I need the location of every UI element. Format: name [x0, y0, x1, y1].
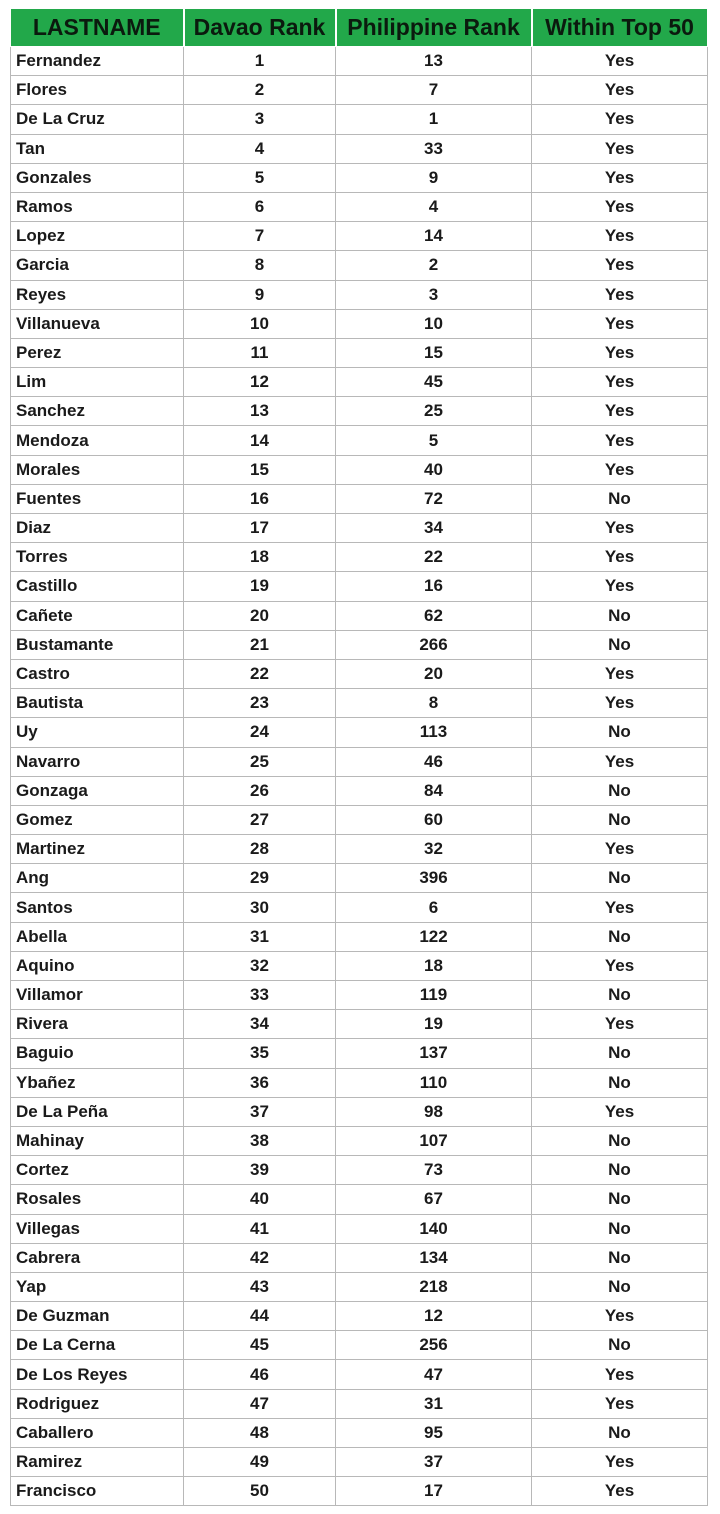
lastname-cell[interactable]: Reyes	[11, 280, 184, 309]
within-top-50-cell[interactable]: No	[532, 1418, 708, 1447]
table-row	[11, 1156, 708, 1185]
table-row	[11, 455, 708, 484]
philippine-rank-cell[interactable]: 140	[336, 1214, 532, 1243]
davao-rank-cell[interactable]: 26	[184, 776, 336, 805]
lastname-cell[interactable]: Ramos	[11, 192, 184, 221]
within-top-50-cell[interactable]: Yes	[532, 222, 708, 251]
philippine-rank-cell[interactable]: 2	[336, 251, 532, 280]
header-philippine-rank[interactable]: Philippine Rank	[336, 9, 532, 47]
philippine-rank-cell[interactable]: 1	[336, 105, 532, 134]
philippine-rank-cell[interactable]: 113	[336, 718, 532, 747]
davao-rank-cell[interactable]: 7	[184, 222, 336, 251]
philippine-rank-cell[interactable]: 9	[336, 163, 532, 192]
philippine-rank-cell[interactable]: 122	[336, 922, 532, 951]
lastname-cell[interactable]: Diaz	[11, 514, 184, 543]
within-top-50-cell[interactable]: No	[532, 1243, 708, 1272]
table-row	[11, 572, 708, 601]
table-row	[11, 280, 708, 309]
table-row	[11, 951, 708, 980]
philippine-rank-cell[interactable]: 8	[336, 689, 532, 718]
lastname-cell[interactable]: Torres	[11, 543, 184, 572]
surname-rank-table	[10, 8, 709, 1506]
davao-rank-cell[interactable]: 24	[184, 718, 336, 747]
philippine-rank-cell[interactable]: 45	[336, 368, 532, 397]
davao-rank-cell[interactable]: 18	[184, 543, 336, 572]
table-row	[11, 659, 708, 688]
table-row	[11, 689, 708, 718]
lastname-cell[interactable]: Francisco	[11, 1477, 184, 1506]
within-top-50-cell[interactable]: No	[532, 1214, 708, 1243]
header-lastname[interactable]: LASTNAME	[11, 9, 184, 47]
within-top-50-cell[interactable]: Yes	[532, 251, 708, 280]
table-row	[11, 426, 708, 455]
lastname-cell[interactable]: Lopez	[11, 222, 184, 251]
within-top-50-cell[interactable]: Yes	[532, 47, 708, 76]
philippine-rank-cell[interactable]: 134	[336, 1243, 532, 1272]
lastname-cell[interactable]: Castro	[11, 659, 184, 688]
lastname-cell[interactable]: Ang	[11, 864, 184, 893]
within-top-50-cell[interactable]: Yes	[532, 338, 708, 367]
table-body	[11, 47, 708, 1506]
table-row	[11, 192, 708, 221]
within-top-50-cell[interactable]: Yes	[532, 1010, 708, 1039]
table-row	[11, 1185, 708, 1214]
philippine-rank-cell[interactable]: 12	[336, 1302, 532, 1331]
davao-rank-cell[interactable]: 8	[184, 251, 336, 280]
philippine-rank-cell[interactable]: 37	[336, 1448, 532, 1477]
table-row	[11, 1126, 708, 1155]
table-row	[11, 835, 708, 864]
table-row	[11, 893, 708, 922]
within-top-50-cell[interactable]: No	[532, 1156, 708, 1185]
table-row	[11, 1389, 708, 1418]
lastname-cell[interactable]: Villamor	[11, 981, 184, 1010]
within-top-50-cell[interactable]: Yes	[532, 951, 708, 980]
table-row	[11, 134, 708, 163]
lastname-cell[interactable]: Navarro	[11, 747, 184, 776]
within-top-50-cell[interactable]: Yes	[532, 514, 708, 543]
philippine-rank-cell[interactable]: 5	[336, 426, 532, 455]
davao-rank-cell[interactable]: 44	[184, 1302, 336, 1331]
lastname-cell[interactable]: Garcia	[11, 251, 184, 280]
within-top-50-cell[interactable]: No	[532, 1068, 708, 1097]
within-top-50-cell[interactable]: Yes	[532, 659, 708, 688]
davao-rank-cell[interactable]: 47	[184, 1389, 336, 1418]
within-top-50-cell[interactable]: No	[532, 1272, 708, 1301]
within-top-50-cell[interactable]: Yes	[532, 368, 708, 397]
within-top-50-cell[interactable]: Yes	[532, 105, 708, 134]
philippine-rank-cell[interactable]: 16	[336, 572, 532, 601]
within-top-50-cell[interactable]: No	[532, 1126, 708, 1155]
philippine-rank-cell[interactable]: 107	[336, 1126, 532, 1155]
lastname-cell[interactable]: Aquino	[11, 951, 184, 980]
philippine-rank-cell[interactable]: 396	[336, 864, 532, 893]
lastname-cell[interactable]: Villegas	[11, 1214, 184, 1243]
philippine-rank-cell[interactable]: 20	[336, 659, 532, 688]
lastname-cell[interactable]: Baguio	[11, 1039, 184, 1068]
lastname-cell[interactable]: Sanchez	[11, 397, 184, 426]
lastname-cell[interactable]: Rosales	[11, 1185, 184, 1214]
lastname-cell[interactable]: Villanueva	[11, 309, 184, 338]
within-top-50-cell[interactable]: No	[532, 776, 708, 805]
table-row	[11, 222, 708, 251]
davao-rank-cell[interactable]: 20	[184, 601, 336, 630]
philippine-rank-cell[interactable]: 98	[336, 1097, 532, 1126]
davao-rank-cell[interactable]: 35	[184, 1039, 336, 1068]
table-row	[11, 718, 708, 747]
table-row	[11, 1068, 708, 1097]
philippine-rank-cell[interactable]: 3	[336, 280, 532, 309]
header-davao-rank[interactable]: Davao Rank	[184, 9, 336, 47]
within-top-50-cell[interactable]: Yes	[532, 747, 708, 776]
philippine-rank-cell[interactable]: 84	[336, 776, 532, 805]
table-row	[11, 514, 708, 543]
philippine-rank-cell[interactable]: 62	[336, 601, 532, 630]
davao-rank-cell[interactable]: 25	[184, 747, 336, 776]
within-top-50-cell[interactable]: No	[532, 718, 708, 747]
davao-rank-cell[interactable]: 29	[184, 864, 336, 893]
lastname-cell[interactable]: De Los Reyes	[11, 1360, 184, 1389]
within-top-50-cell[interactable]: Yes	[532, 543, 708, 572]
davao-rank-cell[interactable]: 6	[184, 192, 336, 221]
table-row	[11, 163, 708, 192]
within-top-50-cell[interactable]: Yes	[532, 1448, 708, 1477]
lastname-cell[interactable]: Uy	[11, 718, 184, 747]
davao-rank-cell[interactable]: 3	[184, 105, 336, 134]
within-top-50-cell[interactable]: Yes	[532, 1477, 708, 1506]
philippine-rank-cell[interactable]: 110	[336, 1068, 532, 1097]
table-row	[11, 601, 708, 630]
lastname-cell[interactable]: Castillo	[11, 572, 184, 601]
philippine-rank-cell[interactable]: 31	[336, 1389, 532, 1418]
davao-rank-cell[interactable]: 2	[184, 76, 336, 105]
header-within-top-50[interactable]: Within Top 50	[532, 9, 708, 47]
davao-rank-cell[interactable]: 42	[184, 1243, 336, 1272]
philippine-rank-cell[interactable]: 13	[336, 47, 532, 76]
lastname-cell[interactable]: Mendoza	[11, 426, 184, 455]
lastname-cell[interactable]: Cabrera	[11, 1243, 184, 1272]
table-row	[11, 1243, 708, 1272]
davao-rank-cell[interactable]: 1	[184, 47, 336, 76]
philippine-rank-cell[interactable]: 95	[336, 1418, 532, 1447]
within-top-50-cell[interactable]: No	[532, 1185, 708, 1214]
table-row	[11, 1010, 708, 1039]
table-row	[11, 981, 708, 1010]
davao-rank-cell[interactable]: 9	[184, 280, 336, 309]
within-top-50-cell[interactable]: No	[532, 805, 708, 834]
lastname-cell[interactable]: Bautista	[11, 689, 184, 718]
within-top-50-cell[interactable]: Yes	[532, 397, 708, 426]
philippine-rank-cell[interactable]: 40	[336, 455, 532, 484]
table-row	[11, 338, 708, 367]
table-row	[11, 251, 708, 280]
philippine-rank-cell[interactable]: 17	[336, 1477, 532, 1506]
table-row	[11, 484, 708, 513]
within-top-50-cell[interactable]: No	[532, 601, 708, 630]
lastname-cell[interactable]: De La Peña	[11, 1097, 184, 1126]
table-row	[11, 776, 708, 805]
within-top-50-cell[interactable]: Yes	[532, 1360, 708, 1389]
surname-rank-sheet	[10, 8, 707, 1506]
davao-rank-cell[interactable]: 38	[184, 1126, 336, 1155]
within-top-50-cell[interactable]: Yes	[532, 280, 708, 309]
within-top-50-cell[interactable]: No	[532, 1039, 708, 1068]
lastname-cell[interactable]: Santos	[11, 893, 184, 922]
lastname-cell[interactable]: Rivera	[11, 1010, 184, 1039]
davao-rank-cell[interactable]: 23	[184, 689, 336, 718]
lastname-cell[interactable]: Gonzales	[11, 163, 184, 192]
table-row	[11, 1302, 708, 1331]
davao-rank-cell[interactable]: 40	[184, 1185, 336, 1214]
lastname-cell[interactable]: Lim	[11, 368, 184, 397]
within-top-50-cell[interactable]: Yes	[532, 455, 708, 484]
table-row	[11, 1214, 708, 1243]
philippine-rank-cell[interactable]: 4	[336, 192, 532, 221]
lastname-cell[interactable]: Ybañez	[11, 1068, 184, 1097]
table-row	[11, 1039, 708, 1068]
within-top-50-cell[interactable]: Yes	[532, 76, 708, 105]
davao-rank-cell[interactable]: 31	[184, 922, 336, 951]
lastname-cell[interactable]: De La Cruz	[11, 105, 184, 134]
davao-rank-cell[interactable]: 32	[184, 951, 336, 980]
table-row	[11, 397, 708, 426]
within-top-50-cell[interactable]: Yes	[532, 689, 708, 718]
davao-rank-cell[interactable]: 19	[184, 572, 336, 601]
philippine-rank-cell[interactable]: 137	[336, 1039, 532, 1068]
philippine-rank-cell[interactable]: 10	[336, 309, 532, 338]
philippine-rank-cell[interactable]: 33	[336, 134, 532, 163]
lastname-cell[interactable]: Ramirez	[11, 1448, 184, 1477]
table-row	[11, 922, 708, 951]
philippine-rank-cell[interactable]: 72	[336, 484, 532, 513]
philippine-rank-cell[interactable]: 266	[336, 630, 532, 659]
davao-rank-cell[interactable]: 39	[184, 1156, 336, 1185]
davao-rank-cell[interactable]: 11	[184, 338, 336, 367]
within-top-50-cell[interactable]: Yes	[532, 1097, 708, 1126]
philippine-rank-cell[interactable]: 119	[336, 981, 532, 1010]
davao-rank-cell[interactable]: 14	[184, 426, 336, 455]
philippine-rank-cell[interactable]: 73	[336, 1156, 532, 1185]
within-top-50-cell[interactable]: Yes	[532, 426, 708, 455]
davao-rank-cell[interactable]: 17	[184, 514, 336, 543]
philippine-rank-cell[interactable]: 25	[336, 397, 532, 426]
lastname-cell[interactable]: Gomez	[11, 805, 184, 834]
philippine-rank-cell[interactable]: 218	[336, 1272, 532, 1301]
philippine-rank-cell[interactable]: 256	[336, 1331, 532, 1360]
philippine-rank-cell[interactable]: 14	[336, 222, 532, 251]
lastname-cell[interactable]: Flores	[11, 76, 184, 105]
davao-rank-cell[interactable]: 4	[184, 134, 336, 163]
davao-rank-cell[interactable]: 50	[184, 1477, 336, 1506]
table-row	[11, 805, 708, 834]
lastname-cell[interactable]: Morales	[11, 455, 184, 484]
davao-rank-cell[interactable]: 16	[184, 484, 336, 513]
davao-rank-cell[interactable]: 37	[184, 1097, 336, 1126]
table-row	[11, 747, 708, 776]
lastname-cell[interactable]: De La Cerna	[11, 1331, 184, 1360]
philippine-rank-cell[interactable]: 34	[336, 514, 532, 543]
within-top-50-cell[interactable]: Yes	[532, 1389, 708, 1418]
lastname-cell[interactable]: Yap	[11, 1272, 184, 1301]
philippine-rank-cell[interactable]: 67	[336, 1185, 532, 1214]
table-row	[11, 368, 708, 397]
lastname-cell[interactable]: Cortez	[11, 1156, 184, 1185]
lastname-cell[interactable]: Fernandez	[11, 47, 184, 76]
philippine-rank-cell[interactable]: 15	[336, 338, 532, 367]
table-row	[11, 47, 708, 76]
philippine-rank-cell[interactable]: 60	[336, 805, 532, 834]
table-row	[11, 543, 708, 572]
philippine-rank-cell[interactable]: 18	[336, 951, 532, 980]
philippine-rank-cell[interactable]: 32	[336, 835, 532, 864]
table-row	[11, 105, 708, 134]
within-top-50-cell[interactable]: No	[532, 981, 708, 1010]
within-top-50-cell[interactable]: No	[532, 922, 708, 951]
within-top-50-cell[interactable]: No	[532, 484, 708, 513]
davao-rank-cell[interactable]: 12	[184, 368, 336, 397]
davao-rank-cell[interactable]: 5	[184, 163, 336, 192]
lastname-cell[interactable]: Martinez	[11, 835, 184, 864]
philippine-rank-cell[interactable]: 47	[336, 1360, 532, 1389]
davao-rank-cell[interactable]: 10	[184, 309, 336, 338]
philippine-rank-cell[interactable]: 46	[336, 747, 532, 776]
davao-rank-cell[interactable]: 22	[184, 659, 336, 688]
lastname-cell[interactable]: Mahinay	[11, 1126, 184, 1155]
within-top-50-cell[interactable]: No	[532, 1331, 708, 1360]
philippine-rank-cell[interactable]: 19	[336, 1010, 532, 1039]
davao-rank-cell[interactable]: 15	[184, 455, 336, 484]
lastname-cell[interactable]: Fuentes	[11, 484, 184, 513]
within-top-50-cell[interactable]: Yes	[532, 134, 708, 163]
davao-rank-cell[interactable]: 48	[184, 1418, 336, 1447]
table-row	[11, 1331, 708, 1360]
lastname-cell[interactable]: Cañete	[11, 601, 184, 630]
lastname-cell[interactable]: De Guzman	[11, 1302, 184, 1331]
davao-rank-cell[interactable]: 13	[184, 397, 336, 426]
table-row	[11, 1448, 708, 1477]
davao-rank-cell[interactable]: 33	[184, 981, 336, 1010]
within-top-50-cell[interactable]: Yes	[532, 893, 708, 922]
philippine-rank-cell[interactable]: 22	[336, 543, 532, 572]
table-row	[11, 76, 708, 105]
davao-rank-cell[interactable]: 45	[184, 1331, 336, 1360]
davao-rank-cell[interactable]: 49	[184, 1448, 336, 1477]
davao-rank-cell[interactable]: 28	[184, 835, 336, 864]
davao-rank-cell[interactable]: 21	[184, 630, 336, 659]
header-row	[11, 9, 708, 47]
lastname-cell[interactable]: Bustamante	[11, 630, 184, 659]
davao-rank-cell[interactable]: 27	[184, 805, 336, 834]
philippine-rank-cell[interactable]: 7	[336, 76, 532, 105]
philippine-rank-cell[interactable]: 6	[336, 893, 532, 922]
within-top-50-cell[interactable]: Yes	[532, 192, 708, 221]
davao-rank-cell[interactable]: 46	[184, 1360, 336, 1389]
within-top-50-cell[interactable]: Yes	[532, 309, 708, 338]
table-row	[11, 630, 708, 659]
table-row	[11, 1477, 708, 1506]
within-top-50-cell[interactable]: Yes	[532, 163, 708, 192]
table-row	[11, 864, 708, 893]
table-row	[11, 1272, 708, 1301]
lastname-cell[interactable]: Perez	[11, 338, 184, 367]
within-top-50-cell[interactable]: No	[532, 864, 708, 893]
within-top-50-cell[interactable]: Yes	[532, 835, 708, 864]
table-row	[11, 1097, 708, 1126]
lastname-cell[interactable]: Abella	[11, 922, 184, 951]
davao-rank-cell[interactable]: 41	[184, 1214, 336, 1243]
lastname-cell[interactable]: Rodriguez	[11, 1389, 184, 1418]
table-row	[11, 1418, 708, 1447]
lastname-cell[interactable]: Caballero	[11, 1418, 184, 1447]
within-top-50-cell[interactable]: No	[532, 630, 708, 659]
within-top-50-cell[interactable]: Yes	[532, 1302, 708, 1331]
davao-rank-cell[interactable]: 30	[184, 893, 336, 922]
davao-rank-cell[interactable]: 36	[184, 1068, 336, 1097]
davao-rank-cell[interactable]: 34	[184, 1010, 336, 1039]
table-row	[11, 1360, 708, 1389]
lastname-cell[interactable]: Gonzaga	[11, 776, 184, 805]
lastname-cell[interactable]: Tan	[11, 134, 184, 163]
davao-rank-cell[interactable]: 43	[184, 1272, 336, 1301]
table-row	[11, 309, 708, 338]
within-top-50-cell[interactable]: Yes	[532, 572, 708, 601]
